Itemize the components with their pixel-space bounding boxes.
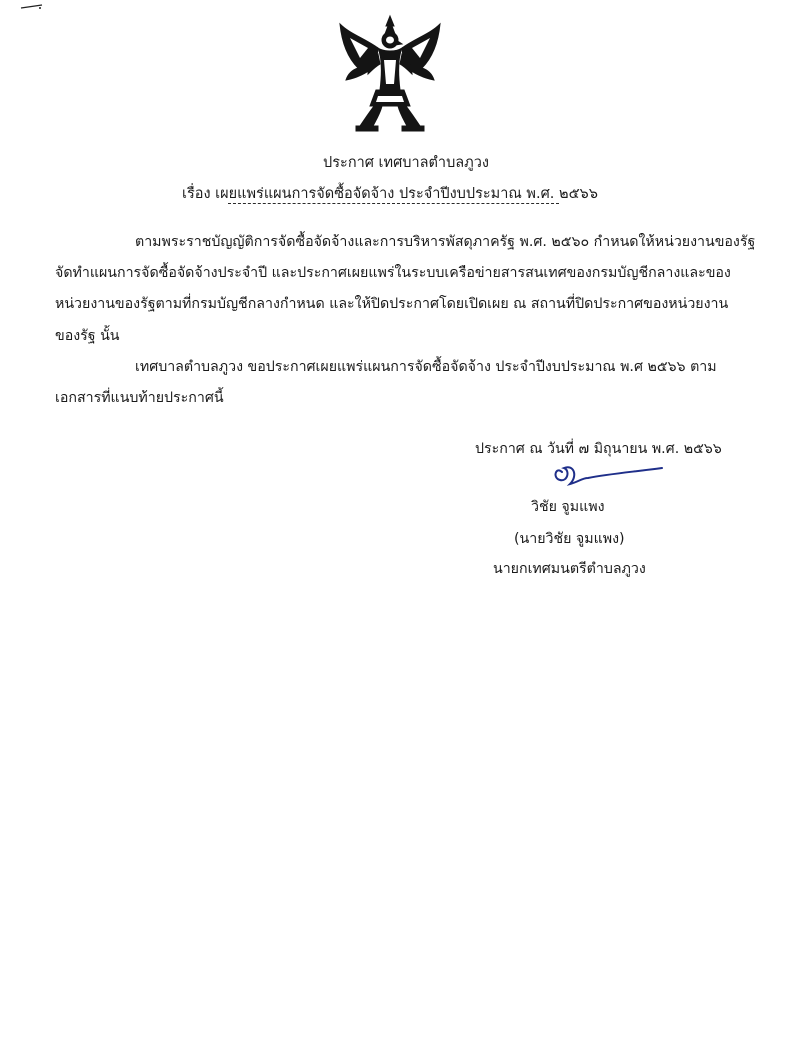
corner-pen-mark [20, 2, 46, 10]
paragraph1-line2: จัดทำแผนการจัดซื้อจัดจ้างประจำปี และประกาศเผยแพร่ในระบบเครือข่ายสารสนเทศของกรมบัญชีกลางและของ [55, 265, 731, 281]
announcement-subject: เรื่อง เผยแพร่แผนการจัดซื้อจัดจ้าง ประจำปีงบประมาณ พ.ศ. ๒๕๖๖ [182, 186, 598, 202]
announcement-date: ประกาศ ณ วันที่ ๗ มิถุนายน พ.ศ. ๒๕๖๖ [475, 441, 722, 457]
announcement-title: ประกาศ เทศบาลตำบลภูวง [323, 155, 489, 171]
paragraph2-line2: เอกสารที่แนบท้ายประกาศนี้ [55, 390, 224, 406]
dashed-divider [228, 203, 559, 204]
paragraph2-line1: เทศบาลตำบลภูวง ขอประกาศเผยแพร่แผนการจัดซื้อจัดจ้าง ประจำปีงบประมาณ พ.ศ ๒๕๖๖ ตาม [135, 359, 717, 375]
signer-position: นายกเทศมนตรีตำบลภูวง [493, 561, 646, 577]
paragraph1-line1: ตามพระราชบัญญัติการจัดซื้อจัดจ้างและการบริหารพัสดุภาครัฐ พ.ศ. ๒๕๖๐ กำหนดให้หน่วยงานของรัฐ [135, 234, 756, 250]
handwritten-signature [548, 458, 664, 492]
paragraph1-line4: ของรัฐ นั้น [55, 328, 120, 344]
paragraph1-line3: หน่วยงานของรัฐตามที่กรมบัญชีกลางกำหนด และให้ปิดประกาศโดยเปิดเผย ณ สถานที่ปิดประกาศของหน่วยงาน [55, 296, 729, 312]
garuda-emblem-icon [338, 14, 442, 132]
signer-full-name: (นายวิชัย จูมแพง) [514, 531, 625, 547]
signer-name: วิชัย จูมแพง [531, 499, 605, 515]
